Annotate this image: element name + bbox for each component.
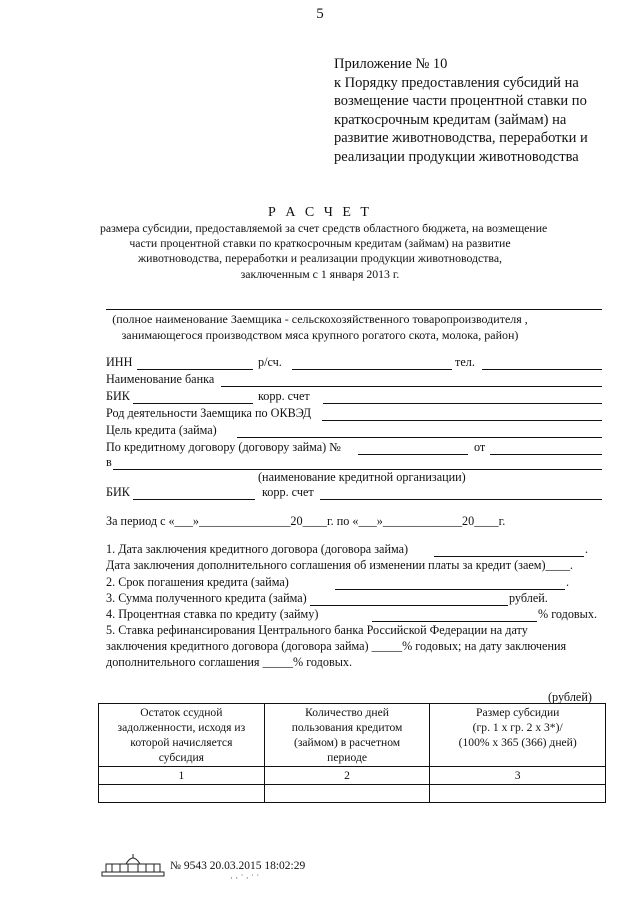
item-2: 2. Срок погашения кредита (займа) — [106, 575, 289, 589]
item-3-field[interactable] — [310, 605, 508, 606]
table-row — [99, 785, 606, 803]
from-label: от — [474, 440, 486, 454]
header-text: Количество дней — [305, 706, 389, 719]
item-3: 3. Сумма полученного кредита (займа) — [106, 591, 307, 605]
loan-purpose-label: Цель кредита (займа) — [106, 423, 217, 437]
bik2-label: БИК — [106, 485, 130, 499]
item-1b: Дата заключения дополнительного соглашения об изменении платы за кредит (заем)____. — [106, 558, 573, 572]
appendix-line: Приложение № 10 — [334, 56, 448, 72]
appendix-line: развитие животноводства, переработки и — [334, 130, 588, 147]
table-header-cell — [99, 704, 265, 767]
header-text: которой начисляется — [130, 736, 233, 749]
loan-agreement-date-field[interactable] — [490, 454, 602, 455]
page-number: 5 — [316, 6, 324, 22]
appendix-header — [334, 55, 588, 167]
bik2-field[interactable] — [133, 499, 255, 500]
table-cell: 1 — [99, 767, 265, 785]
subtitle-line: заключенным с 1 января 2013 г. — [240, 266, 400, 281]
item-3-end: рублей. — [509, 591, 548, 605]
item-2-field[interactable] — [335, 589, 565, 590]
item-5-line-2: заключения кредитного договора (договора займа) _____% годовых; на дату заключения — [106, 639, 567, 653]
table-number-row — [99, 767, 606, 785]
subtitle-line: животноводства, переработки и реализации продукции животноводства, — [137, 251, 503, 266]
document-subtitle — [100, 221, 548, 282]
period-line: За период с «___»_______________20____г. по «___»_____________20____г. — [106, 514, 506, 528]
subtitle-line: части процентной ставки по краткосрочным кредитам (займам) на развитие — [129, 236, 511, 251]
table-cell: 3 — [430, 767, 606, 785]
borrower-name-line[interactable] — [106, 309, 602, 310]
corr-account-field[interactable] — [323, 403, 602, 404]
header-text: (гр. 1 х гр. 2 х 3*)/ — [472, 721, 563, 734]
loan-agreement-label: По кредитному договору (договору займа) № — [106, 440, 341, 454]
bank-name-label: Наименование банка — [106, 372, 215, 386]
appendix-line: реализации продукции животноводства — [334, 148, 579, 165]
loan-purpose-field[interactable] — [237, 437, 602, 438]
bik-field[interactable] — [133, 403, 253, 404]
table-header-cell — [430, 704, 606, 767]
item-2-end: . — [566, 575, 570, 589]
table-cell[interactable] — [264, 785, 430, 803]
header-text: периоде — [327, 751, 367, 764]
scribble-mark: · · ˙ · ˙ ˙ — [230, 873, 260, 883]
header-text: (займом) в расчетном — [293, 736, 401, 749]
header-text: субсидия — [158, 751, 205, 764]
okved-label: Род деятельности Заемщика по ОКВЭД — [106, 406, 312, 420]
corr-account2-label: корр. счет — [262, 485, 314, 499]
appendix-line: краткосрочным кредитам (займам) на — [334, 111, 567, 128]
item-5-line-3: дополнительного соглашения _____% годовых. — [106, 655, 353, 669]
table-cell: 2 — [264, 767, 430, 785]
corr-account-label: корр. счет — [258, 389, 310, 403]
header-text: (100% х 365 (366) дней) — [458, 736, 577, 749]
phone-field[interactable] — [482, 369, 602, 370]
table-header-cell — [264, 704, 430, 767]
table-cell[interactable] — [430, 785, 606, 803]
table-header-row — [99, 704, 606, 767]
account-label: р/сч. — [258, 355, 282, 369]
appendix-line: возмещение части процентной ставки по — [334, 93, 587, 110]
header-text: задолженности, исходя из — [117, 721, 246, 734]
inn-field[interactable] — [137, 369, 253, 370]
item-4-end: % годовых. — [538, 607, 598, 621]
item-1: 1. Дата заключения кредитного договора (договора займа) — [106, 542, 409, 556]
registration-number: № 9543 20.03.2015 18:02:29 — [170, 860, 306, 872]
corr-account2-field[interactable] — [320, 499, 602, 500]
inn-label: ИНН — [106, 355, 133, 369]
item-4: 4. Процентная ставка по кредиту (займу) — [106, 607, 319, 621]
subsidy-table — [98, 703, 606, 803]
loan-agreement-number-field[interactable] — [358, 454, 468, 455]
table-cell[interactable] — [99, 785, 265, 803]
appendix-line: к Порядку предоставления субсидий на — [334, 74, 579, 91]
caption-line: занимающегося производством мяса крупного рогатого скота, молока, район) — [121, 328, 519, 342]
item-4-field[interactable] — [372, 621, 537, 622]
credit-org-caption: (наименование кредитной организации) — [258, 470, 466, 484]
item-1-end: . — [585, 542, 589, 556]
header-text: Размер субсидии — [476, 706, 560, 719]
account-field[interactable] — [292, 369, 452, 370]
subtitle-line: размера субсидии, предоставляемой за счет средств областного бюджета, на возмещение — [100, 221, 548, 235]
caption-line: (полное наименование Заемщика - сельскохозяйственного товаропроизводителя , — [112, 312, 528, 326]
item-5-line-1: 5. Ставка рефинансирования Центрального банка Российской Федерации на дату — [106, 623, 528, 637]
bank-name-field[interactable] — [221, 386, 602, 387]
borrower-caption — [100, 311, 540, 343]
header-text: Остаток ссудной — [140, 706, 223, 719]
unit-label: (рублей) — [548, 690, 592, 704]
building-stamp-icon — [100, 852, 166, 883]
okved-field[interactable] — [322, 420, 602, 421]
in-label: в — [106, 455, 112, 469]
phone-label: тел. — [455, 355, 475, 369]
item-1-field[interactable] — [434, 556, 584, 557]
document-title: Р А С Ч Е Т — [268, 205, 372, 220]
bik-label: БИК — [106, 389, 130, 403]
header-text: пользования кредитом — [291, 721, 403, 734]
